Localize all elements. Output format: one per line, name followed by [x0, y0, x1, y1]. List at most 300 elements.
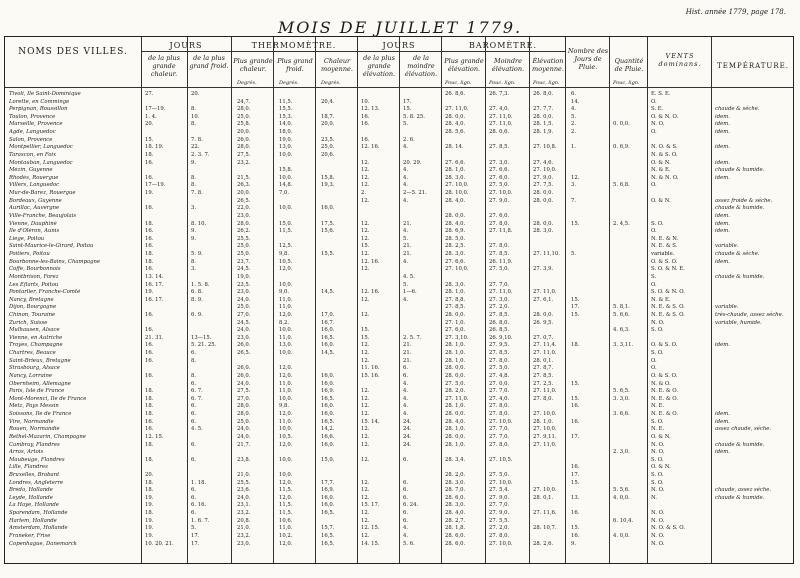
cell-t1: 25,0.	[237, 304, 251, 311]
cell-t2: 13,0.	[279, 342, 293, 349]
cell-pl: 2.	[571, 121, 577, 128]
cell-t1: 26,0.	[237, 136, 251, 143]
table-row	[5, 160, 793, 168]
cell-b1: 12.	[361, 228, 370, 235]
cell-v: N. O.	[651, 319, 665, 326]
cell-b1: 12.	[361, 456, 370, 463]
header-baro-low: Moindre élévation.	[491, 57, 525, 73]
cell-bl: 27. 11,8.	[489, 228, 513, 235]
cell-t2: 14,8.	[279, 182, 293, 189]
cell-b2: 21.	[403, 220, 412, 227]
cell-j2: 3.	[191, 205, 197, 212]
cell-city: Bourbonne-les-Bains, Champagne	[9, 258, 101, 265]
cell-city: Sparendam, Hollande	[9, 510, 68, 517]
cell-t2: 12,5.	[279, 243, 293, 250]
cell-bh: 27. 8,8.	[445, 296, 466, 303]
cell-pl: 13.	[571, 494, 580, 501]
cell-v: O. & N.	[651, 159, 671, 166]
cell-t1: 26,5.	[237, 197, 251, 204]
cell-j1: 18. 19.	[145, 144, 164, 151]
cell-t1: 28,0.	[237, 144, 251, 151]
cell-bl: 27. 7,0.	[489, 281, 510, 288]
table-row	[5, 251, 793, 259]
cell-bh: 27. 6,0.	[445, 327, 466, 334]
cell-pl: 15.	[571, 525, 580, 532]
cell-bm: 28. 0,0.	[533, 190, 554, 197]
cell-q: 4. 6,3.	[613, 327, 630, 334]
cell-t1: 26,0.	[237, 342, 251, 349]
cell-bl: 28. 0,6.	[489, 129, 510, 136]
cell-q: 3. 6,6.	[613, 411, 630, 418]
cell-pl: 15.	[571, 479, 580, 486]
table-row	[5, 388, 793, 396]
cell-t1: 23,2.	[237, 159, 251, 166]
cell-j1: 19.	[145, 494, 154, 501]
table-row	[5, 99, 793, 107]
cell-b1: 15.	[361, 334, 370, 341]
temperature-note: idem.	[715, 418, 730, 425]
cell-v: N. O.	[651, 487, 665, 494]
temperature-note: chaude & humide.	[715, 167, 765, 174]
cell-bl: 27. 8,0.	[489, 220, 510, 227]
cell-t1: 26,0.	[237, 372, 251, 379]
cell-t3: 16,0.	[321, 380, 335, 387]
cell-j2: 8.	[191, 182, 197, 189]
cell-t2: 12,0.	[279, 311, 293, 318]
cell-j2: 5. 21. 25.	[191, 342, 217, 349]
cell-t2: 9,8.	[279, 403, 290, 410]
cell-pl: 14.	[571, 98, 580, 105]
header-baro-mean: Élévation moyenne.	[532, 57, 564, 73]
cell-v: N. E.	[651, 403, 665, 410]
cell-b2: 5.	[403, 281, 409, 288]
cell-t1: 24,0.	[237, 296, 251, 303]
cell-b1: 12.	[361, 220, 370, 227]
cell-j1: 16.	[145, 205, 154, 212]
temperature-note: chaude, assez séche.	[715, 487, 772, 494]
cell-t2: 10,0.	[279, 472, 293, 478]
cell-b1: 12.	[361, 411, 370, 418]
cell-bh: 28. 0,0.	[445, 411, 466, 418]
cell-j2: 3.	[191, 266, 197, 273]
unit-pouc: Pouc. lign.	[613, 80, 640, 86]
cell-bl: 27. 7,0.	[489, 388, 510, 395]
cell-bh: 26. 8,6.	[445, 91, 466, 97]
cell-bh: 27. 1,0.	[445, 319, 466, 326]
cell-t1: 26,2.	[237, 228, 251, 235]
cell-t1: 27,5.	[237, 151, 251, 158]
cell-city: Liège, Poitou	[9, 235, 45, 242]
cell-bm: 27. 11,0.	[533, 289, 557, 296]
cell-city: Villers, Languedoc	[9, 182, 60, 189]
cell-v: S. O.	[651, 456, 664, 463]
cell-t2: 10,0.	[279, 327, 293, 334]
cell-b2: 4.	[403, 388, 409, 395]
cell-t2: 15,8.	[279, 167, 293, 174]
table-row	[5, 236, 793, 244]
cell-b2: 4.	[403, 296, 409, 303]
cell-bl: 27. 11,0.	[489, 289, 513, 296]
cell-v: N. & S. O.	[651, 151, 678, 158]
cell-city: Arras, Artois	[9, 449, 44, 456]
cell-bm: 28. 1,0.	[533, 418, 554, 425]
cell-t2: 12,0.	[279, 441, 293, 448]
cell-bh: 28. 7,0.	[445, 487, 466, 494]
cell-bh: 28. 6,0.	[445, 532, 466, 539]
cell-t1: 24,0.	[237, 327, 251, 334]
cell-b2: 21.	[403, 342, 412, 349]
cell-j1: 18.	[145, 258, 154, 265]
cell-t1: 23,1.	[237, 502, 251, 509]
header-baro-high: Plus grande élévation.	[444, 57, 484, 73]
data-table	[4, 36, 794, 564]
temperature-note: idem.	[715, 449, 730, 456]
cell-bh: 28. 4,0.	[445, 121, 466, 128]
cell-pl: 15.	[571, 380, 580, 387]
cell-b1: 12.	[361, 167, 370, 174]
cell-b2: 21.	[403, 251, 412, 258]
table-row	[5, 327, 793, 335]
cell-v: O.	[651, 365, 657, 372]
cell-t3: 16,5.	[321, 418, 335, 425]
cell-pl: 17.	[571, 304, 580, 311]
cell-city: Troyes, Champagne	[9, 342, 63, 349]
cell-bm: 27. 11,4.	[533, 342, 557, 349]
cell-j2: 9.	[191, 228, 197, 235]
cell-v: E. S. E.	[651, 91, 671, 97]
cell-t1: 26,3.	[237, 182, 251, 189]
cell-city: Harlem, Hollande	[9, 517, 57, 524]
cell-pl: 7.	[571, 197, 577, 204]
cell-city: Rouen, Normandie	[9, 426, 60, 433]
cell-bm: 27. 11,6.	[533, 510, 557, 517]
cell-v: O. & N.	[651, 197, 671, 204]
cell-q: 2. 3,0.	[613, 449, 630, 456]
cell-b2: 4.	[403, 525, 409, 532]
cell-t3: 17,5.	[321, 220, 335, 227]
cell-bm: 27. 8,0.	[533, 395, 554, 402]
cell-t2: 10,0.	[279, 281, 293, 288]
cell-bh: 28. 1,0.	[445, 403, 466, 410]
cell-q: 5. 6,6.	[613, 311, 630, 318]
cell-t3: 16,5.	[321, 540, 335, 547]
cell-b2: 21.	[403, 350, 412, 357]
cell-b1: 12.	[361, 388, 370, 395]
cell-v: N. E. & S. O.	[651, 304, 685, 311]
cell-b1: 12.	[361, 517, 370, 524]
cell-pl: 16.	[571, 418, 580, 425]
cell-j1: 15.	[145, 136, 154, 143]
cell-city: Franeker, Frise	[9, 532, 51, 539]
cell-bl: 27. 8,0.	[489, 441, 510, 448]
cell-bm: 28. 0,0.	[533, 311, 554, 318]
cell-pl: 5.	[571, 113, 577, 120]
table-row	[5, 411, 793, 419]
cell-q: 5. 8,1.	[613, 304, 630, 311]
cell-v: O. & S. O.	[651, 258, 678, 265]
table-row	[5, 106, 793, 114]
cell-bm: 27. 10,0.	[533, 487, 557, 494]
cell-bh: 28. 3,4.	[445, 456, 466, 463]
cell-bl: 27. 8,5.	[489, 350, 510, 357]
cell-bh: 27. 6,6.	[445, 258, 466, 265]
cell-j2: 7. 8.	[191, 190, 203, 197]
cell-t1: 28,0.	[237, 106, 251, 113]
cell-t3: 15,5.	[321, 251, 335, 258]
cell-j2: 5.	[191, 525, 197, 532]
cell-city: Copenhague, Danemarck	[9, 540, 77, 547]
cell-j2: 6. 8.	[191, 289, 203, 296]
group-underline	[231, 51, 357, 52]
table-row	[5, 205, 793, 213]
cell-j1: 18.	[145, 411, 154, 418]
cell-q: 2. 4,5.	[613, 220, 630, 227]
cell-bl: 27. 6,0.	[489, 212, 510, 219]
cell-t2: 15,3.	[279, 113, 293, 120]
table-row	[5, 472, 793, 480]
cell-t3: 15,0.	[321, 456, 335, 463]
cell-b2: 4.	[403, 182, 409, 189]
cell-bh: 28. 5,0.	[445, 235, 466, 242]
cell-b1: 12.	[361, 441, 370, 448]
table-row	[5, 487, 793, 495]
cell-bh: 27. 10,0.	[445, 266, 469, 273]
table-row	[5, 426, 793, 434]
cell-b1: 16.	[361, 136, 370, 143]
cell-q: 0. 0,0.	[613, 121, 630, 128]
cell-b1: 15. 17.	[361, 502, 380, 509]
table-row	[5, 495, 793, 503]
cell-j1: 20.	[145, 472, 154, 478]
group-underline	[441, 51, 565, 52]
cell-b1: 12.	[361, 510, 370, 517]
cell-city: Bordeaux, Guyenne	[9, 197, 62, 204]
cell-city: La Haye, Hollande	[9, 502, 59, 509]
cell-j2: 1. 6. 7.	[191, 517, 210, 524]
cell-b1: 12. 15.	[361, 525, 380, 532]
cell-j1: 16.	[145, 357, 154, 364]
cell-t2: 11,0.	[279, 304, 293, 311]
cell-bl: 27. 8,0.	[489, 532, 510, 539]
cell-bm: 28. 0,0.	[533, 220, 554, 227]
cell-v: N. & O.	[651, 380, 671, 387]
cell-t1: 25,0.	[237, 418, 251, 425]
cell-v: O. & S. O.	[651, 342, 678, 349]
cell-bh: 27. 11,0.	[445, 106, 469, 113]
cell-t2: 11,5.	[279, 510, 293, 517]
cell-bh: 28. 0,0.	[445, 372, 466, 379]
cell-t2: 15,5.	[279, 106, 293, 113]
cell-bh: 27. 8,5.	[445, 304, 466, 311]
table-row	[5, 266, 793, 274]
cell-j2: 6.	[191, 494, 197, 501]
cell-j1: 21. 31.	[145, 334, 164, 341]
cell-t2: 11,0.	[279, 380, 293, 387]
cell-t2: 12,0.	[279, 479, 293, 486]
cell-bl: 27. 7,0.	[489, 433, 510, 440]
cell-bl: 27. 10,5.	[489, 456, 513, 463]
cell-j1: 1. 4.	[145, 113, 157, 120]
cell-j2: 5. 9.	[191, 251, 203, 258]
cell-pl: 6.	[571, 91, 577, 97]
cell-bl: 26. 8,0.	[489, 319, 510, 326]
cell-bl: 27. 10,0.	[489, 540, 513, 547]
page-reference: Hist. année 1779, page 178.	[685, 8, 786, 16]
cell-t1: 23,0.	[237, 334, 251, 341]
cell-j2: 8. 9.	[191, 296, 203, 303]
cell-bl: 27. 5,5.	[489, 517, 510, 524]
table-row	[5, 304, 793, 312]
temperature-note: idem.	[715, 121, 730, 128]
cell-city: Strasbourg, Alsace	[9, 365, 60, 372]
cell-b1: 12.	[361, 532, 370, 539]
table-row	[5, 121, 793, 129]
table-row	[5, 533, 793, 541]
header-chaleur-moyenne: Chaleur moyenne.	[321, 57, 353, 73]
cell-q: 5. 5,6.	[613, 487, 630, 494]
cell-bl: 27. 4,0.	[489, 106, 510, 113]
temperature-note: idem.	[715, 212, 730, 219]
cell-t1: 24,0.	[237, 380, 251, 387]
cell-t3: 16,0.	[321, 327, 335, 334]
cell-b2: 6.	[403, 517, 409, 524]
cell-b1: 12.	[361, 311, 370, 318]
cell-bh: 28. 0,0.	[445, 311, 466, 318]
cell-t3: 23,5.	[321, 136, 335, 143]
cell-v: N. O. & S. O.	[651, 525, 685, 532]
cell-j2: 6.	[191, 403, 197, 410]
cell-t2: 10,0.	[279, 456, 293, 463]
cell-city: Paris, Isle de France	[9, 388, 65, 395]
cell-t1: 22,0.	[237, 205, 251, 212]
cell-bm: 27. 11,0.	[533, 441, 557, 448]
page-title: MOIS DE JUILLET 1779.	[277, 18, 523, 37]
cell-bl: 27. 5,0.	[489, 182, 510, 189]
table-row	[5, 228, 793, 236]
cell-b2: 20. 29.	[403, 159, 422, 166]
cell-t2: 15,0.	[279, 220, 293, 227]
unit-degres: Degrés.	[279, 80, 299, 86]
header-jours-low: de la moindre élévation.	[404, 54, 438, 78]
cell-bm: 27. 7,7.	[533, 106, 554, 113]
header-jours-hot: de la plus grande chaleur.	[148, 54, 180, 78]
cell-j2: 10.	[191, 113, 200, 120]
cell-t2: 11,5.	[279, 98, 293, 105]
cell-city: Salon, Provence	[9, 136, 53, 143]
unit-degres: Degrés.	[237, 80, 257, 86]
cell-j2: 6.	[191, 418, 197, 425]
cell-t3: 20,4.	[321, 98, 335, 105]
cell-t1: 25,0.	[237, 113, 251, 120]
cell-v: O.	[651, 182, 657, 189]
temperature-note: idem.	[715, 258, 730, 265]
temperature-note: variable, humide.	[715, 319, 762, 326]
cell-j1: 16.	[145, 243, 154, 250]
table-row	[5, 190, 793, 198]
cell-q: 4. 0,0.	[613, 494, 630, 501]
cell-t1: 23,2.	[237, 510, 251, 517]
cell-t2: 19,0.	[279, 136, 293, 143]
cell-q: 4. 0,0.	[613, 532, 630, 539]
cell-j2: 9.	[191, 159, 197, 166]
cell-bl: 27. 4,0.	[489, 395, 510, 402]
table-row	[5, 419, 793, 427]
header-plus-froid: Plus grand froid.	[277, 57, 313, 73]
unit-degres: Degrés.	[321, 80, 341, 86]
cell-b1: 14. 15.	[361, 540, 380, 547]
cell-bm: 27. 6,1.	[533, 296, 554, 303]
table-row	[5, 518, 793, 526]
cell-b1: 12. 16.	[361, 289, 380, 296]
temperature-note: idem.	[715, 129, 730, 136]
cell-t1: 24,5.	[237, 319, 251, 326]
cell-b1: 12. 16.	[361, 258, 380, 265]
cell-city: Les Eflarts, Poitou	[9, 281, 59, 288]
cell-v: O. & N.	[651, 433, 671, 440]
cell-b2: 21.	[403, 357, 412, 364]
table-row	[5, 480, 793, 488]
cell-j1: 19.	[145, 525, 154, 532]
cell-pl: 15.	[571, 395, 580, 402]
cell-t1: 23,0.	[237, 212, 251, 219]
cell-j1: 16.	[145, 418, 154, 425]
table-row	[5, 144, 793, 152]
cell-v: S. O.	[651, 220, 664, 227]
cell-pl: 15.	[571, 220, 580, 227]
cell-t3: 25,0.	[321, 144, 335, 151]
cell-t2: 10,5.	[279, 258, 293, 265]
table-row	[5, 373, 793, 381]
cell-b2: 2—5. 21.	[403, 190, 427, 197]
table-row	[5, 365, 793, 373]
table-row	[5, 525, 793, 533]
cell-t2: 11,5.	[279, 502, 293, 509]
cell-t1: 25,5.	[237, 235, 251, 242]
cell-b1: 2.	[361, 190, 367, 197]
cell-city: Zurich, Suisse	[9, 319, 48, 326]
cell-t2: 10,0.	[279, 151, 293, 158]
cell-j1: 18.	[145, 487, 154, 494]
cell-bh: 27. 5,0.	[445, 380, 466, 387]
cell-j1: 19.	[145, 532, 154, 539]
cell-bm: 27. 8,5.	[533, 372, 554, 379]
table-row	[5, 213, 793, 221]
cell-b1: 12.	[361, 487, 370, 494]
cell-b2: 24.	[403, 433, 412, 440]
cell-bm: 27. 11,0.	[533, 350, 557, 357]
cell-pl: 5.	[571, 251, 577, 258]
table-row	[5, 396, 793, 404]
temperature-note: idem.	[715, 228, 730, 235]
header-plus-chaleur: Plus grande chaleur.	[233, 57, 273, 73]
temperature-note: idem.	[715, 220, 730, 227]
cell-j2: 22.	[191, 144, 200, 151]
cell-t1: 27,0.	[237, 311, 251, 318]
table-row	[5, 198, 793, 206]
cell-city: Coffe, Bourbonnois	[9, 266, 61, 273]
cell-city: Mézin, Guyenne	[9, 167, 53, 174]
cell-bh: 28. 3,0.	[445, 281, 466, 288]
cell-j1: 18.	[145, 388, 154, 395]
cell-v: N. E. & S. O.	[651, 311, 685, 318]
cell-bm: 27. 0,7.	[533, 334, 554, 341]
cell-bh: 28. 3,0.	[445, 174, 466, 181]
cell-v: N. E.	[651, 426, 665, 433]
cell-j1: 12. 15.	[145, 433, 164, 440]
cell-b1: 12.	[361, 357, 370, 364]
cell-bl: 27. 8,0.	[489, 357, 510, 364]
cell-b1: 12.	[361, 235, 370, 242]
